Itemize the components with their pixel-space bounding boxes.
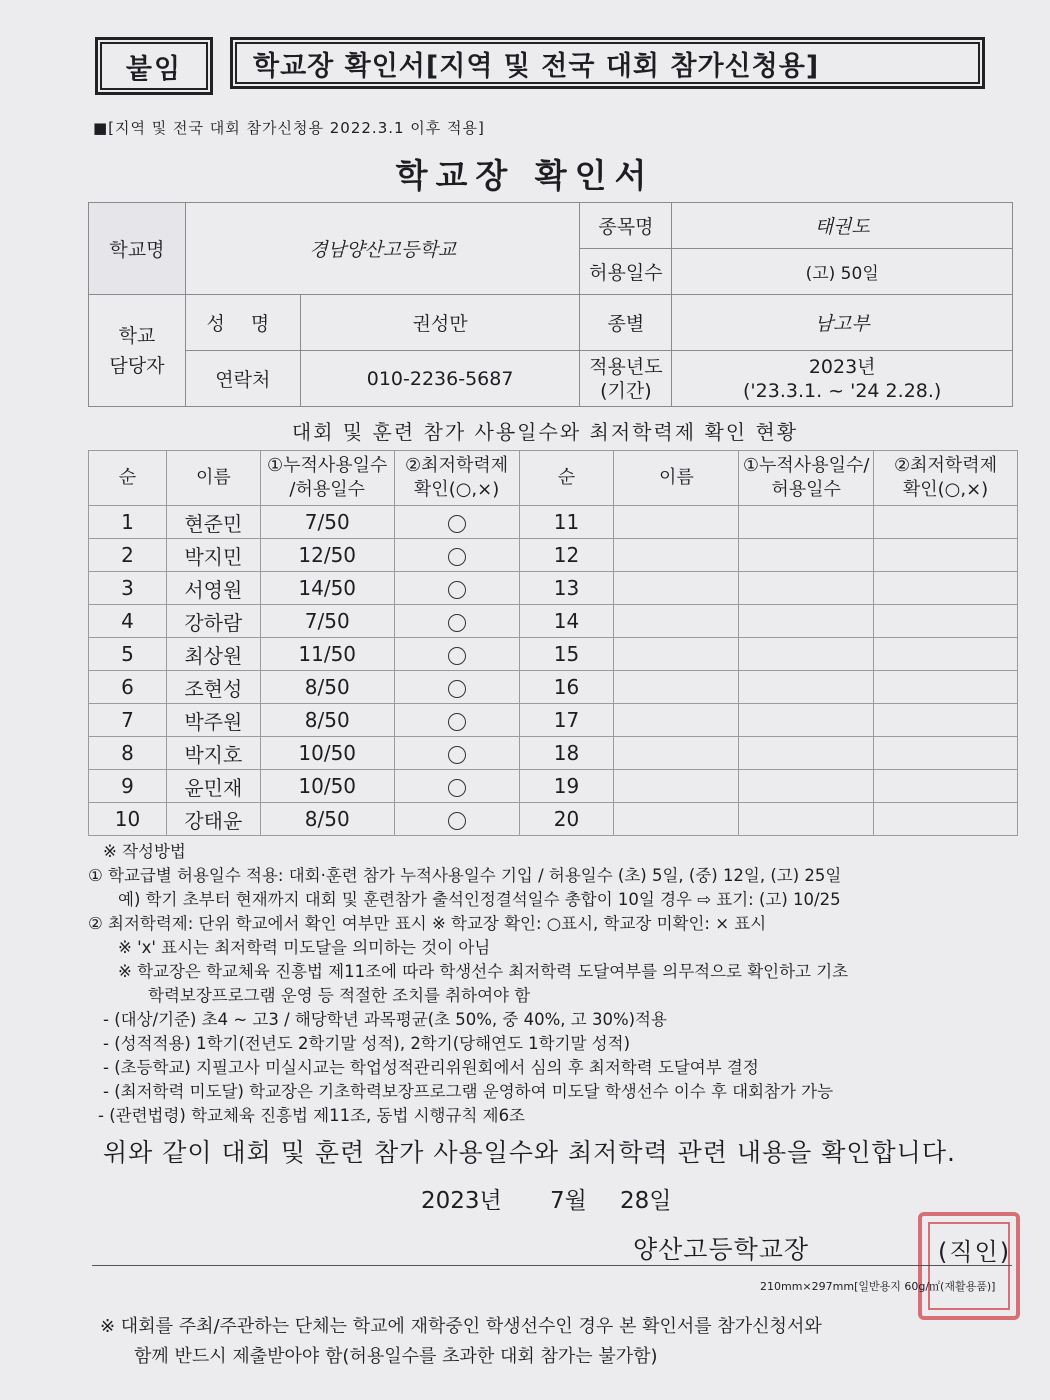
row-check-2 <box>874 704 1018 737</box>
table-row <box>89 671 1018 704</box>
row-no-2: 13 <box>519 572 614 605</box>
row-check <box>394 704 519 737</box>
note-line: ※ 학교장은 학교체육 진흥법 제11조에 따라 학생선수 최저학력 도달여부를 의무적으로 확인하고 기초 <box>118 962 849 981</box>
contact-value: 010-2236-5687 <box>300 351 580 407</box>
manager-name-value: 권성만 <box>300 295 580 351</box>
row-no: 2 <box>89 539 167 572</box>
row-name-2 <box>614 506 739 539</box>
allowed-days-label: 허용일수 <box>580 249 672 295</box>
row-no: 3 <box>89 572 167 605</box>
row-no: 8 <box>89 737 167 770</box>
allowed-days-value: (고) 50일 <box>672 249 1013 295</box>
row-days-2 <box>739 770 874 803</box>
table-row <box>89 638 1018 671</box>
table-row <box>89 539 1018 572</box>
row-check <box>394 803 519 836</box>
row-no-2: 15 <box>519 638 614 671</box>
row-days: 7/50 <box>260 605 394 638</box>
row-name: 조현성 <box>166 671 260 704</box>
row-no: 1 <box>89 506 167 539</box>
circle-mark-icon <box>448 812 466 830</box>
row-name-2 <box>614 539 739 572</box>
row-no-2: 12 <box>519 539 614 572</box>
row-check-2 <box>874 770 1018 803</box>
row-name: 윤민재 <box>166 770 260 803</box>
row-check-2 <box>874 638 1018 671</box>
document-header-title: 학교장 확인서[지역 및 전국 대회 참가신청용] <box>230 37 985 89</box>
row-no-2: 20 <box>519 803 614 836</box>
row-days-2 <box>739 539 874 572</box>
row-days: 8/50 <box>260 704 394 737</box>
row-name: 서영원 <box>166 572 260 605</box>
seal-label: (직인) <box>938 1238 1012 1266</box>
row-name: 강하람 <box>166 605 260 638</box>
note-line: ① 학교급별 허용일수 적용: 대회·훈련 참가 누적사용일수 기입 / 허용일수 (초) 5일, (중) 12일, (고) 25일 <box>88 866 842 885</box>
date-year: 2023년 <box>421 1188 502 1214</box>
circle-mark-icon <box>448 581 466 599</box>
row-no: 6 <box>89 671 167 704</box>
circle-mark-icon <box>448 713 466 731</box>
table-row <box>89 605 1018 638</box>
row-check-2 <box>874 572 1018 605</box>
header-name-2: 이름 <box>614 451 739 506</box>
row-check-2 <box>874 605 1018 638</box>
row-name: 박주원 <box>166 704 260 737</box>
row-name: 최상원 <box>166 638 260 671</box>
note-line: 학력보장프로그램 운영 등 적절한 조치를 취하여야 함 <box>148 986 531 1005</box>
row-name-2 <box>614 737 739 770</box>
row-name-2 <box>614 638 739 671</box>
school-info-table <box>88 202 1013 407</box>
row-check-2 <box>874 506 1018 539</box>
table-row <box>89 770 1018 803</box>
circle-mark-icon <box>448 515 466 533</box>
row-check <box>394 539 519 572</box>
year-period: ('23.3.1. ~ '24 2.28.) <box>743 379 942 402</box>
instructions-notes <box>88 840 1028 1128</box>
note-line: 예) 학기 초부터 현재까지 대회 및 훈련참가 출석인정결석일수 총합이 10일 경우 ⇨ 표기: (고) 10/25 <box>118 890 841 909</box>
footnote-line: 함께 반드시 제출받아야 함(허용일수를 초과한 대회 참가는 불가함) <box>134 1346 658 1367</box>
section-title: 대회 및 훈련 참가 사용일수와 최저학력제 확인 현황 <box>291 420 799 444</box>
date-day: 28일 <box>620 1188 672 1214</box>
header-name: 이름 <box>166 451 260 506</box>
row-days-2 <box>739 803 874 836</box>
row-no: 10 <box>89 803 167 836</box>
row-check <box>394 605 519 638</box>
row-check-2 <box>874 737 1018 770</box>
division-value: 남고부 <box>672 295 1013 351</box>
header-days: ①누적사용일수 /허용일수 <box>260 451 394 506</box>
circle-mark-icon <box>448 746 466 764</box>
row-check <box>394 572 519 605</box>
roster-table <box>88 450 1018 836</box>
row-name: 박지호 <box>166 737 260 770</box>
row-no-2: 18 <box>519 737 614 770</box>
row-check <box>394 737 519 770</box>
note-line: - (성적적용) 1학기(전년도 2학기말 성적), 2학기(당해연도 1학기말 성적) <box>103 1034 631 1053</box>
row-days: 8/50 <box>260 803 394 836</box>
applicability-note: ■[지역 및 전국 대회 참가신청용 2022.3.1 이후 적용] <box>93 119 485 137</box>
row-name-2 <box>614 704 739 737</box>
row-no-2: 14 <box>519 605 614 638</box>
row-check <box>394 506 519 539</box>
note-line: - (최저학력 미도달) 학교장은 기초학력보장프로그램 운영하여 미도달 학생선수 이수 후 대회참가 가능 <box>103 1082 834 1101</box>
row-no: 5 <box>89 638 167 671</box>
row-no: 9 <box>89 770 167 803</box>
row-name-2 <box>614 572 739 605</box>
manager-label: 학교 담당자 <box>89 295 186 407</box>
main-title: 학교장 확인서 <box>395 156 655 195</box>
table-row <box>89 572 1018 605</box>
note-line: - (관련법령) 학교체육 진흥법 제11조, 동법 시행규칙 제6조 <box>98 1106 525 1125</box>
date-month: 7월 <box>550 1188 587 1214</box>
row-no: 7 <box>89 704 167 737</box>
row-days: 12/50 <box>260 539 394 572</box>
sport-label: 종목명 <box>580 203 672 249</box>
attachment-label: 붙임 <box>95 37 213 95</box>
note-line: - (초등학교) 지필고사 미실시교는 학업성적관리위원회에서 심의 후 최저학력 도달여부 결정 <box>103 1058 759 1077</box>
row-days: 10/50 <box>260 737 394 770</box>
circle-mark-icon <box>448 647 466 665</box>
circle-mark-icon <box>448 614 466 632</box>
row-check-2 <box>874 803 1018 836</box>
year-label: 적용년도 (기간) <box>580 351 672 407</box>
note-line: ※ 'x' 표시는 최저학력 미도달을 의미하는 것이 아님 <box>118 938 491 957</box>
contact-label: 연락처 <box>185 351 300 407</box>
submission-footnote <box>100 1312 1000 1372</box>
row-name-2 <box>614 605 739 638</box>
note-line: ② 최저학력제: 단위 학교에서 확인 여부만 표시 ※ 학교장 확인: ○표시, 학교장 미확인: × 표시 <box>88 914 767 933</box>
note-line: ※ 작성방법 <box>103 842 186 861</box>
header-no: 순 <box>89 451 167 506</box>
school-name-value: 경남양산고등학교 <box>185 203 580 295</box>
row-days-2 <box>739 704 874 737</box>
manager-name-label: 성 명 <box>185 295 300 351</box>
row-days-2 <box>739 605 874 638</box>
paper-spec: 210mm×297mm[일반용지 60g/㎡(재활용품)] <box>760 1280 996 1293</box>
header-check: ②최저학력제 확인(○,×) <box>394 451 519 506</box>
row-days-2 <box>739 506 874 539</box>
row-name-2 <box>614 803 739 836</box>
sport-value: 태권도 <box>672 203 1013 249</box>
row-check-2 <box>874 539 1018 572</box>
table-row <box>89 737 1018 770</box>
circle-mark-icon <box>448 548 466 566</box>
row-name: 박지민 <box>166 539 260 572</box>
table-row <box>89 803 1018 836</box>
principal-title: 양산고등학교장 <box>633 1235 810 1264</box>
row-no-2: 16 <box>519 671 614 704</box>
table-row <box>89 506 1018 539</box>
circle-mark-icon <box>448 779 466 797</box>
row-days-2 <box>739 671 874 704</box>
row-name: 현준민 <box>166 506 260 539</box>
row-days: 11/50 <box>260 638 394 671</box>
row-name: 강태윤 <box>166 803 260 836</box>
row-check <box>394 638 519 671</box>
row-days: 10/50 <box>260 770 394 803</box>
row-name-2 <box>614 671 739 704</box>
row-check <box>394 770 519 803</box>
school-name-label: 학교명 <box>89 203 186 295</box>
note-line: - (대상/기준) 초4 ~ 고3 / 해당학년 과목평균(초 50%, 중 40%, 고 30%)적용 <box>103 1010 667 1029</box>
row-check <box>394 671 519 704</box>
row-days: 8/50 <box>260 671 394 704</box>
circle-mark-icon <box>448 680 466 698</box>
divider <box>92 1265 1012 1266</box>
row-check-2 <box>874 671 1018 704</box>
confirmation-statement: 위와 같이 대회 및 훈련 참가 사용일수와 최저학력 관련 내용을 확인합니다. <box>103 1138 956 1167</box>
row-days: 7/50 <box>260 506 394 539</box>
header-no-2: 순 <box>519 451 614 506</box>
row-no-2: 19 <box>519 770 614 803</box>
roster-header-row <box>89 451 1018 506</box>
row-name-2 <box>614 770 739 803</box>
table-row <box>89 704 1018 737</box>
year-cell <box>672 351 1013 407</box>
row-days-2 <box>739 638 874 671</box>
row-days-2 <box>739 737 874 770</box>
footnote-line: ※ 대회를 주최/주관하는 단체는 학교에 재학중인 학생선수인 경우 본 확인서를 참가신청서와 <box>100 1316 822 1337</box>
row-no: 4 <box>89 605 167 638</box>
header-days-2: ①누적사용일수/ 허용일수 <box>739 451 874 506</box>
row-days: 14/50 <box>260 572 394 605</box>
division-label: 종별 <box>580 295 672 351</box>
row-no-2: 17 <box>519 704 614 737</box>
row-days-2 <box>739 572 874 605</box>
header-check-2: ②최저학력제 확인(○,×) <box>874 451 1018 506</box>
row-no-2: 11 <box>519 506 614 539</box>
year-value: 2023년 <box>808 355 876 378</box>
